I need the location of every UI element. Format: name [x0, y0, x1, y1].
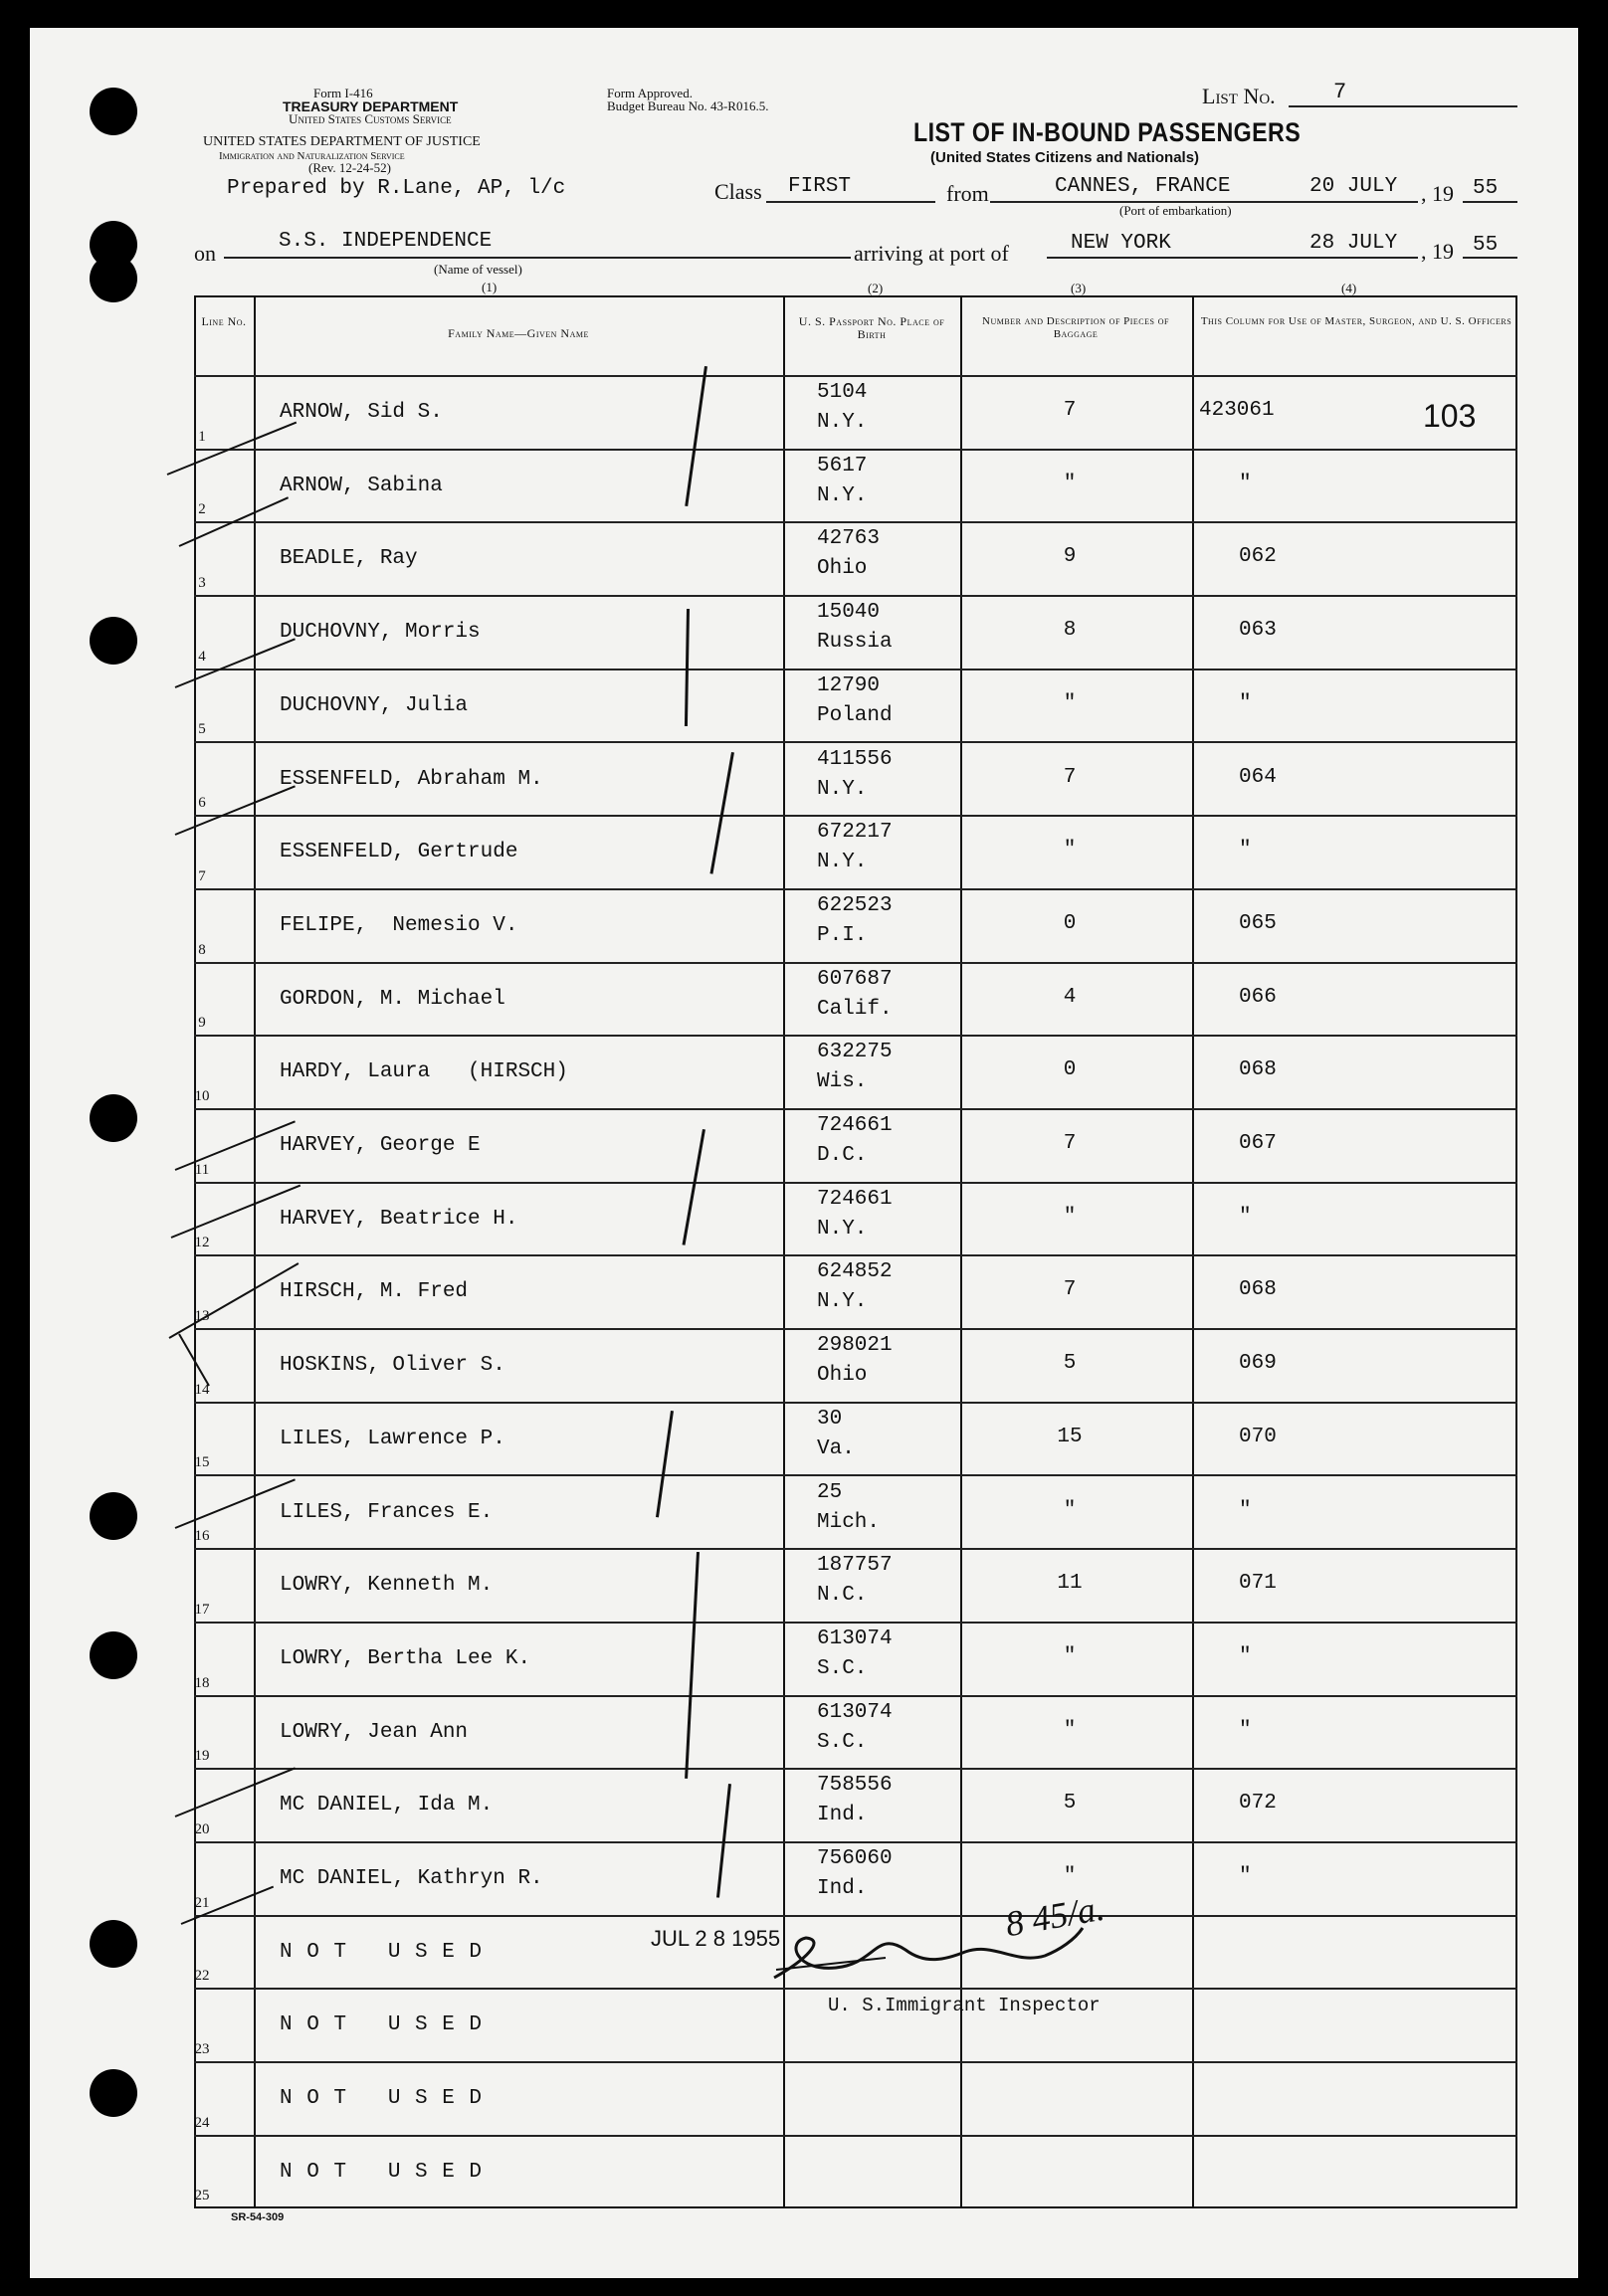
officer-code: 070: [1239, 1425, 1277, 1448]
baggage-count: ": [1063, 1865, 1077, 1888]
officer-code: 063: [1239, 619, 1277, 643]
inspector-label: U. S.Immigrant Inspector: [828, 1995, 1101, 2016]
punch-hole: [90, 255, 137, 302]
passenger-name: MC DANIEL, Ida M.: [280, 1794, 494, 1818]
place-of-birth: Ind.: [817, 1877, 868, 1900]
from-date: 20 JULY: [1309, 175, 1398, 198]
budget-bureau: Budget Bureau No. 43-R016.5.: [607, 98, 769, 113]
arriving-label: arriving at port of: [854, 241, 1009, 266]
line-number: 21: [194, 1894, 210, 1911]
page-number-stamp: 103: [1423, 398, 1477, 434]
officer-code: ": [1239, 691, 1252, 715]
table-row: [194, 1108, 1517, 1182]
baggage-count: ": [1063, 472, 1077, 495]
punch-hole: [90, 88, 137, 135]
line-number: 18: [194, 1674, 210, 1691]
arrival-year-prefix: , 19: [1421, 239, 1454, 264]
baggage-count: 9: [1063, 545, 1077, 569]
port-embarkation-label: (Port of embarkation): [1119, 203, 1232, 218]
officer-code: ": [1239, 1718, 1252, 1742]
table-row: [194, 595, 1517, 669]
place-of-birth: N.Y.: [817, 1290, 868, 1314]
table-row: [194, 962, 1517, 1036]
line-number: 23: [194, 2041, 210, 2058]
officer-code: ": [1239, 839, 1252, 862]
passenger-name: LOWRY, Bertha Lee K.: [280, 1646, 531, 1670]
baggage-count: ": [1063, 691, 1077, 715]
line-number: 16: [194, 1528, 210, 1545]
arrival-time-note: 8 45/a.: [1002, 1887, 1107, 1945]
line-number: 11: [194, 1161, 210, 1178]
officer-code: 066: [1239, 985, 1277, 1009]
officer-code: ": [1239, 1644, 1252, 1668]
passport-number: 758556: [817, 1774, 893, 1798]
col-number-2: (2): [868, 281, 884, 295]
arrival-port: NEW YORK: [1071, 232, 1171, 255]
passport-number: 187757: [817, 1554, 893, 1578]
place-of-birth: N.Y.: [817, 851, 868, 874]
baggage-count: 5: [1063, 1352, 1077, 1376]
officer-code: ": [1239, 1498, 1252, 1522]
table-row: [194, 1622, 1517, 1695]
col-number-3: (3): [1071, 281, 1087, 295]
place-of-birth: Ohio: [817, 557, 868, 581]
place-of-birth: Russia: [817, 631, 893, 655]
passport-number: 756060: [817, 1847, 893, 1870]
punch-hole: [90, 1492, 137, 1540]
line-number: 6: [198, 795, 206, 812]
page-subtitle: (United States Citizens and Nationals): [930, 149, 1200, 166]
table-row: [194, 1768, 1517, 1841]
col-header-baggage: Number and Description of Pieces of Baggage: [982, 315, 1169, 340]
list-no-label: List No.: [1202, 84, 1276, 108]
officer-code: ": [1239, 1205, 1252, 1229]
passenger-name: HIRSCH, M. Fred: [280, 1280, 469, 1304]
table-row: [194, 1841, 1517, 1915]
place-of-birth: Va.: [817, 1436, 855, 1460]
col-header-officers: This Column for Use of Master, Surgeon, and U. S. Officers: [1200, 315, 1512, 327]
place-of-birth: Ind.: [817, 1804, 868, 1827]
passenger-name: HOSKINS, Oliver S.: [280, 1354, 505, 1378]
passenger-name: ARNOW, Sid S.: [280, 401, 443, 424]
line-number: 17: [194, 1601, 210, 1618]
col-number-4: (4): [1341, 281, 1357, 295]
line-number: 15: [194, 1454, 210, 1471]
baggage-count: 7: [1063, 1278, 1077, 1302]
line-number: 3: [198, 575, 206, 592]
line-number: 9: [198, 1015, 206, 1032]
passenger-name: BEADLE, Ray: [280, 547, 418, 571]
form-approved: Form Approved.: [607, 86, 693, 100]
passport-number: 298021: [817, 1334, 893, 1358]
baggage-count: 0: [1063, 1058, 1077, 1082]
officer-code: 064: [1239, 765, 1277, 789]
place-of-birth: Poland: [817, 703, 893, 727]
line-number: 2: [198, 501, 206, 518]
place-of-birth: Mich.: [817, 1510, 881, 1534]
passenger-name: N O T U S E D: [280, 1940, 484, 1964]
baggage-count: ": [1063, 839, 1077, 862]
table-row: [194, 815, 1517, 888]
line-number: 24: [194, 2114, 210, 2131]
date-stamp: JUL 2 8 1955: [651, 1926, 781, 1951]
passport-number: 724661: [817, 1114, 893, 1137]
line-number: 19: [194, 1748, 210, 1765]
from-label: from: [946, 181, 989, 206]
passenger-name: N O T U S E D: [280, 2013, 484, 2037]
passport-number: 613074: [817, 1626, 893, 1650]
place-of-birth: Calif.: [817, 997, 893, 1021]
place-of-birth: N.Y.: [817, 411, 868, 434]
line-number: 10: [194, 1087, 210, 1104]
passenger-name: LILES, Lawrence P.: [280, 1427, 505, 1450]
officer-code: 069: [1239, 1352, 1277, 1376]
passenger-name: HARDY, Laura (HIRSCH): [280, 1060, 568, 1084]
passport-number: 12790: [817, 673, 881, 697]
line-number: 4: [198, 648, 206, 665]
line-number: 13: [194, 1308, 210, 1325]
place-of-birth: Wis.: [817, 1070, 868, 1094]
list-no-value: 7: [1333, 80, 1347, 104]
agency-justice: UNITED STATES DEPARTMENT OF JUSTICE: [203, 134, 481, 149]
place-of-birth: N.Y.: [817, 777, 868, 801]
table-row: [194, 1254, 1517, 1328]
table-row: [194, 888, 1517, 962]
line-number: 25: [194, 2188, 210, 2204]
baggage-count: 8: [1063, 619, 1077, 643]
passport-number: 5104: [817, 381, 868, 404]
agency-treasury: TREASURY DEPARTMENT: [283, 98, 459, 114]
place-of-birth: S.C.: [817, 1730, 868, 1754]
officer-code: ": [1239, 472, 1252, 495]
footer-code: SR-54-309: [231, 2211, 285, 2223]
line-number: 22: [194, 1968, 210, 1985]
baggage-count: 4: [1063, 985, 1077, 1009]
form-number: Form I-416: [313, 86, 373, 100]
table-row: [194, 1182, 1517, 1255]
passenger-name: HARVEY, George E: [280, 1134, 481, 1157]
passport-number: 613074: [817, 1700, 893, 1724]
page-title: LIST OF IN-BOUND PASSENGERS: [913, 117, 1302, 147]
arrival-date: 28 JULY: [1309, 232, 1398, 255]
passport-number: 5617: [817, 454, 868, 478]
passenger-name: N O T U S E D: [280, 2160, 484, 2184]
officer-code: ": [1239, 1865, 1252, 1888]
arrival-year: 55: [1473, 234, 1499, 257]
place-of-birth: N.Y.: [817, 483, 868, 507]
punch-hole: [90, 2069, 137, 2117]
place-of-birth: P.I.: [817, 923, 868, 947]
col-header-passport: U. S. Passport No. Place of Birth: [798, 314, 945, 341]
line-number: 20: [194, 1820, 210, 1837]
punch-hole: [90, 1920, 137, 1968]
passport-number: 607687: [817, 967, 893, 991]
place-of-birth: D.C.: [817, 1144, 868, 1167]
baggage-count: 7: [1063, 399, 1077, 422]
table-row: [194, 669, 1517, 742]
officer-code: 072: [1239, 1792, 1277, 1816]
table-row: [194, 1475, 1517, 1549]
baggage-count: 0: [1063, 911, 1077, 935]
table-row: [194, 1035, 1517, 1108]
table-row: [194, 375, 1517, 449]
from-port: CANNES, FRANCE: [1055, 175, 1231, 198]
place-of-birth: Ohio: [817, 1364, 868, 1388]
punch-hole: [90, 1631, 137, 1679]
officer-code: 067: [1239, 1132, 1277, 1155]
table-row: [194, 449, 1517, 522]
passenger-name: HARVEY, Beatrice H.: [280, 1207, 518, 1231]
passenger-name: FELIPE, Nemesio V.: [280, 913, 518, 937]
class-value: FIRST: [788, 175, 852, 198]
officer-code: 068: [1239, 1058, 1277, 1082]
passenger-name: MC DANIEL, Kathryn R.: [280, 1867, 543, 1890]
passenger-name: LOWRY, Kenneth M.: [280, 1574, 494, 1598]
agency-ins: Immigration and Naturalization Service: [219, 150, 405, 162]
baggage-count: 7: [1063, 1132, 1077, 1155]
inspector-signature: [766, 1920, 1085, 1990]
place-of-birth: N.C.: [817, 1584, 868, 1608]
passport-number: 42763: [817, 527, 881, 551]
from-year-prefix: , 19: [1421, 181, 1454, 206]
col-header-line: Line No.: [201, 314, 247, 328]
table-row: [194, 2135, 1517, 2208]
place-of-birth: N.Y.: [817, 1217, 868, 1241]
vessel-label: (Name of vessel): [434, 262, 522, 277]
officer-code: 065: [1239, 911, 1277, 935]
vessel-name: S.S. INDEPENDENCE: [279, 230, 493, 253]
table-row: [194, 1328, 1517, 1402]
officer-code: 423061: [1199, 399, 1275, 422]
col-header-name: Family Name—Given Name: [448, 326, 589, 340]
line-number: 1: [198, 428, 206, 445]
on-label: on: [194, 241, 216, 266]
line-number: 7: [198, 867, 206, 884]
line-number: 14: [194, 1381, 210, 1398]
passport-number: 632275: [817, 1041, 893, 1064]
passenger-name: LOWRY, Jean Ann: [280, 1720, 469, 1744]
agency-customs: United States Customs Service: [289, 111, 452, 126]
form-revision: (Rev. 12-24-52): [308, 160, 391, 175]
passenger-name: N O T U S E D: [280, 2087, 484, 2111]
officer-code: 068: [1239, 1278, 1277, 1302]
table-row: [194, 742, 1517, 816]
line-number: 8: [198, 941, 206, 958]
table-row: [194, 1695, 1517, 1769]
officer-code: 071: [1239, 1572, 1277, 1596]
passport-number: 624852: [817, 1260, 893, 1284]
place-of-birth: S.C.: [817, 1656, 868, 1680]
passport-number: 672217: [817, 821, 893, 845]
table-row: [194, 2061, 1517, 2135]
passenger-name: ESSENFELD, Abraham M.: [280, 767, 543, 791]
passport-number: 411556: [817, 747, 893, 771]
table-row: [194, 1402, 1517, 1475]
baggage-count: ": [1063, 1205, 1077, 1229]
passport-number: 724661: [817, 1187, 893, 1211]
passenger-name: LILES, Frances E.: [280, 1500, 494, 1524]
passenger-name: ARNOW, Sabina: [280, 474, 443, 497]
baggage-count: ": [1063, 1718, 1077, 1742]
passport-number: 25: [817, 1480, 843, 1504]
passport-number: 15040: [817, 601, 881, 625]
officer-code: 062: [1239, 545, 1277, 569]
passenger-name: GORDON, M. Michael: [280, 987, 505, 1011]
line-number: 12: [194, 1235, 210, 1251]
table-row: [194, 1548, 1517, 1622]
baggage-count: 11: [1057, 1572, 1083, 1596]
from-year: 55: [1473, 177, 1499, 200]
col-number-1: (1): [482, 280, 498, 294]
prepared-by: Prepared by R.Lane, AP, l/c: [227, 177, 566, 200]
baggage-count: 15: [1057, 1425, 1083, 1448]
line-number: 5: [198, 721, 206, 738]
passenger-name: DUCHOVNY, Julia: [280, 693, 469, 717]
baggage-count: 7: [1063, 765, 1077, 789]
baggage-count: ": [1063, 1644, 1077, 1668]
punch-hole: [90, 1094, 137, 1142]
table-row: [194, 521, 1517, 595]
baggage-count: 5: [1063, 1792, 1077, 1816]
baggage-count: ": [1063, 1498, 1077, 1522]
punch-hole: [90, 617, 137, 665]
passenger-name: DUCHOVNY, Morris: [280, 621, 481, 645]
passport-number: 30: [817, 1407, 843, 1431]
passport-number: 622523: [817, 893, 893, 917]
class-label: Class: [714, 179, 762, 204]
passenger-name: ESSENFELD, Gertrude: [280, 841, 518, 864]
